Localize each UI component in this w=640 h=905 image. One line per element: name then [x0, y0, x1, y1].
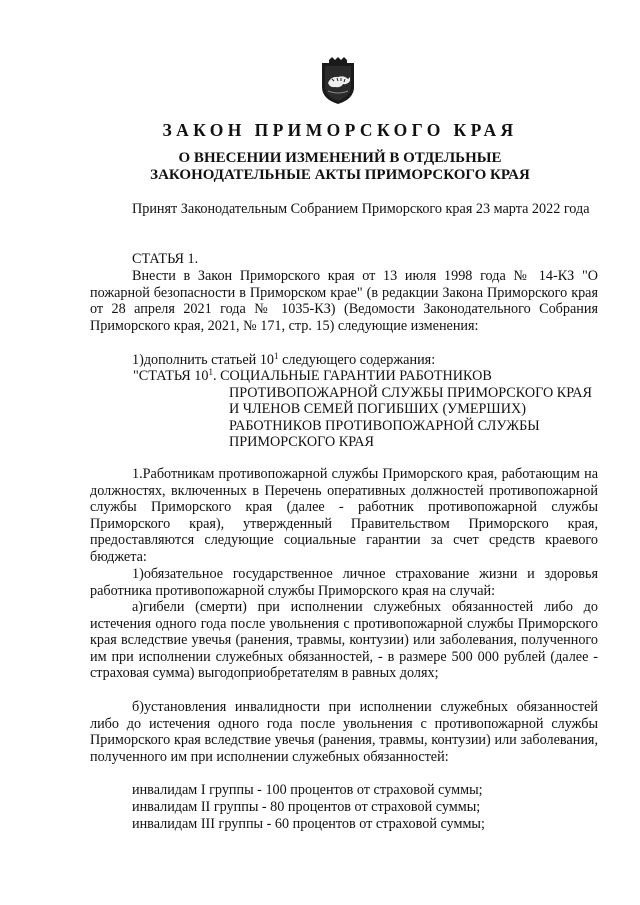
item-text: 1)дополнить статьей 10: [132, 352, 275, 368]
new-article-title: СОЦИАЛЬНЫЕ ГАРАНТИИ РАБОТНИКОВ: [220, 368, 492, 384]
item-text: следующего содержания:: [278, 352, 436, 368]
new-article-label: "СТАТЬЯ $10^1$.: [133, 367, 217, 384]
subtitle-line: ЗАКОНОДАТЕЛЬНЫЕ АКТЫ ПРИМОРСКОГО КРАЯ: [150, 167, 530, 183]
paragraph-item-b: б)установления инвалидности при исполнении служебных обязанностей либо до истечения одного года после увольнения с противопожарной службы Приморского края вследствие увечья (ранения, травмы, контузии) или заболевания, полученного им при исполнении служебных обязанностей:: [90, 699, 598, 765]
paragraph-item-a: а)гибели (смерти) при исполнении служебных обязанностей либо до истечения одного года после увольнения с противопожарной службы Приморского края вследствие увечья (ранения, травмы, контузии) или заболевания, полученного им при исполнении служебных обязанностей, - в размере 500 000 рублей (далее - страховая сумма) выгодоприобретателям в равных долях;: [90, 599, 598, 682]
superscript: 1: [274, 351, 279, 361]
primorsky-krai-coat-of-arms-icon: [319, 57, 357, 105]
new-article-heading: [133, 368, 603, 451]
law-title: ЗАКОН ПРИМОРСКОГО КРАЯ: [162, 120, 518, 140]
subtitle-line: О ВНЕСЕНИИ ИЗМЕНЕНИЙ В ОТДЕЛЬНЫЕ: [178, 150, 502, 166]
paragraph-item-1: 1)обязательное государственное личное страхование жизни и здоровья работника противопожарной службы Приморского края на случай:: [90, 566, 598, 599]
adoption-note: Принят Законодательным Собранием Приморского края 23 марта 2022 года: [132, 201, 590, 217]
new-article-title-continued: ПРОТИВОПОЖАРНОЙ СЛУЖБЫ ПРИМОРСКОГО КРАЯ И ЧЛЕНОВ СЕМЕЙ ПОГИБШИХ (УМЕРШИХ) РАБОТНИКОВ ПРОТИВОПОЖАРНОЙ СЛУЖБЫ ПРИМОРСКОГО КРАЯ: [229, 384, 593, 451]
disability-group-3: инвалидам III группы - 60 процентов от страховой суммы;: [132, 816, 485, 832]
disability-group-1: инвалидам I группы - 100 процентов от страховой суммы;: [132, 782, 483, 798]
article-heading: СТАТЬЯ 1.: [132, 251, 199, 267]
article-intro: Внести в Закон Приморского края от 13 июля 1998 года № 14-КЗ "О пожарной безопасности в Приморском крае" (в редакции Закона Приморского края от 28 апреля 2021 года № 1035-КЗ) (Ведомости Законодательного Собрания Приморского края, 2021, № 171, стр. 15) следующие изменения:: [90, 268, 598, 334]
paragraph-1: 1.Работникам противопожарной службы Приморского края, работающим на должностях, включенных в Перечень оперативных должностей противопожарной службы Приморского края (далее - работник противопожарной службы Приморского края), утвержденный Правительством Приморского края, предоставляются следующие социальные гарантии за счет средств краевого бюджета:: [90, 466, 598, 565]
disability-group-2: инвалидам II группы - 80 процентов от страховой суммы;: [132, 799, 481, 815]
law-subtitle: [120, 150, 560, 184]
